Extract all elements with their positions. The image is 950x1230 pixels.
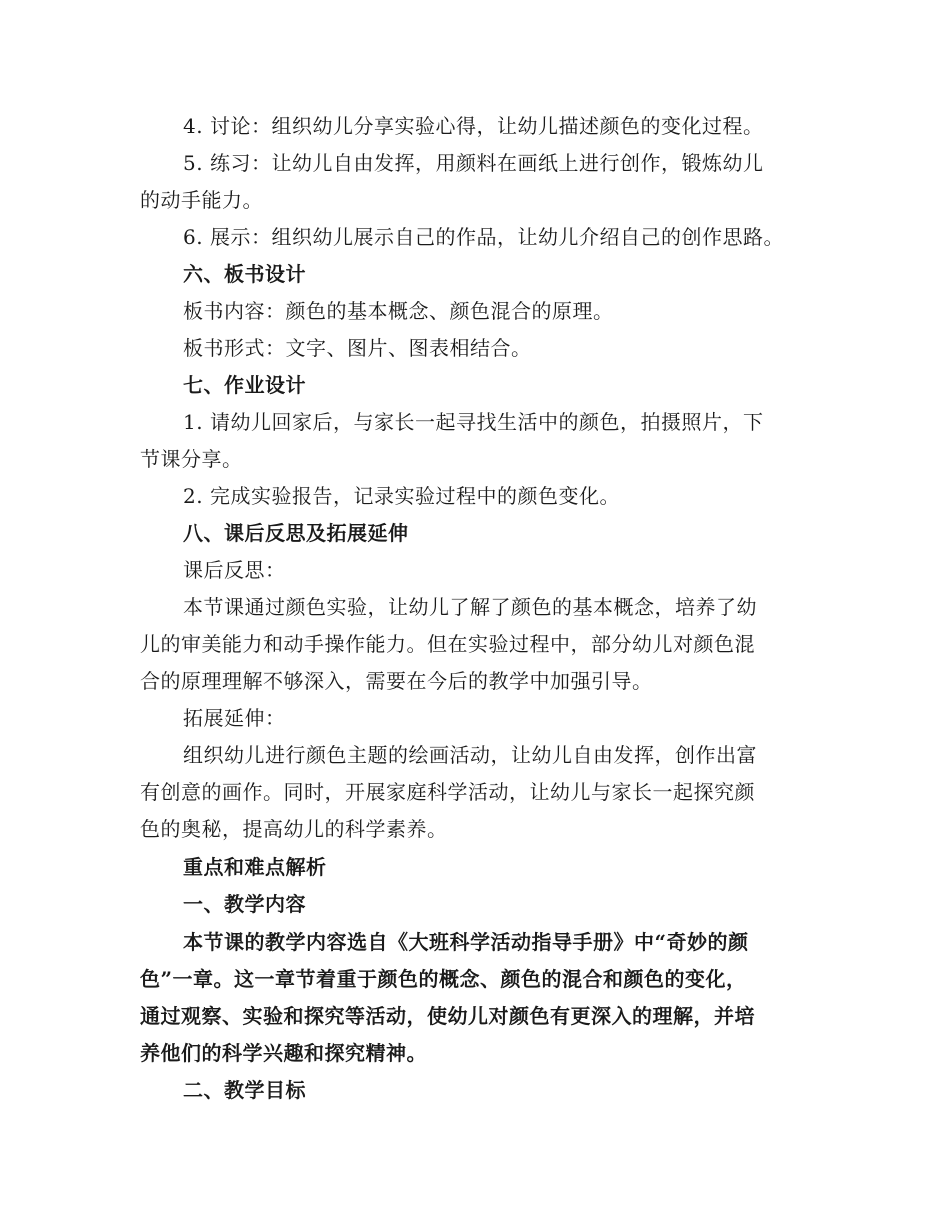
paragraph-reflection-line-2: 儿的审美能力和动手操作能力。但在实验过程中，部分幼儿对颜色混 [140,632,755,656]
section-heading-teaching-goals: 二、教学目标 [183,1078,306,1102]
paragraph-extension-line-3: 色的奥秘，提高幼儿的科学素养。 [140,817,448,841]
list-item-practice-continued: 的动手能力。 [140,188,263,212]
paragraph-reflection-line-3: 合的原理理解不够深入，需要在今后的教学中加强引导。 [140,669,653,693]
paragraph-reflection-line-1: 本节课通过颜色实验，让幼儿了解了颜色的基本概念，培养了幼 [183,595,757,619]
paragraph-content-line-4: 养他们的科学兴趣和探究精神。 [140,1041,427,1065]
paragraph-board-form: 板书形式：文字、图片、图表相结合。 [183,336,532,360]
section-heading-board-design: 六、板书设计 [183,262,306,286]
paragraph-content-line-1: 本节课的教学内容选自《大班科学活动指导手册》中“奇妙的颜 [183,930,749,954]
paragraph-extension-line-1: 组织幼儿进行颜色主题的绘画活动，让幼儿自由发挥，创作出富 [183,743,757,767]
section-heading-teaching-content: 一、教学内容 [183,892,306,916]
list-item-discussion: 4. 讨论：组织幼儿分享实验心得，让幼儿描述颜色的变化过程。 [183,114,764,138]
section-heading-homework: 七、作业设计 [183,373,306,397]
list-item-display: 6. 展示：组织幼儿展示自己的作品，让幼儿介绍自己的创作思路。 [183,225,784,249]
section-heading-key-points: 重点和难点解析 [183,855,327,879]
paragraph-board-content: 板书内容：颜色的基本概念、颜色混合的原理。 [183,299,614,323]
label-reflection: 课后反思： [183,558,286,582]
paragraph-extension-line-2: 有创意的画作。同时，开展家庭科学活动，让幼儿与家长一起探究颜 [140,780,755,804]
list-item-homework-1-continued: 节课分享。 [140,447,243,471]
list-item-homework-1: 1. 请幼儿回家后，与家长一起寻找生活中的颜色，拍摄照片，下 [183,410,764,434]
paragraph-content-line-3: 通过观察、实验和探究等活动，使幼儿对颜色有更深入的理解，并培 [140,1004,755,1028]
list-item-homework-2: 2. 完成实验报告，记录实验过程中的颜色变化。 [183,484,620,508]
paragraph-content-line-2: 色”一章。这一章节着重于颜色的概念、颜色的混合和颜色的变化， [140,967,747,991]
section-heading-reflection: 八、课后反思及拓展延伸 [183,521,409,545]
list-item-practice: 5. 练习：让幼儿自由发挥，用颜料在画纸上进行创作，锻炼幼儿 [183,151,764,175]
label-extension: 拓展延伸： [183,706,286,730]
